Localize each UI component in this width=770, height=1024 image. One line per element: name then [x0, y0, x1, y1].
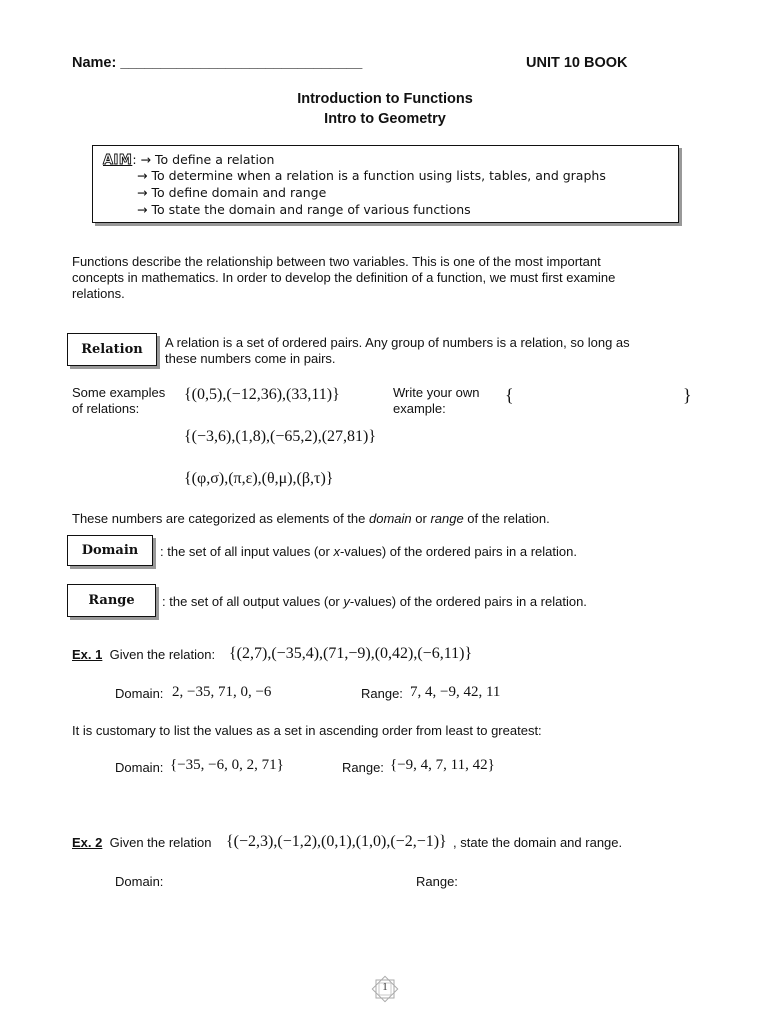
relation-example-3: {(φ,σ),(π,ε),(θ,μ),(β,τ)}: [184, 470, 334, 487]
example-2-instruction: , state the domain and range.: [453, 835, 623, 850]
example-2-range-answer-area[interactable]: [466, 872, 666, 892]
unit-label: UNIT 10 BOOK: [526, 55, 628, 71]
example-1-domain-label: Domain:: [115, 686, 164, 701]
intro-line-2: concepts in mathematics. In order to develop the definition of a function, we must first examine: [72, 270, 616, 285]
example-1-sorted-domain-label: Domain:: [115, 760, 164, 775]
arrow-icon: →: [137, 185, 148, 200]
arrow-icon: →: [137, 202, 148, 217]
intro-line-3: relations.: [72, 286, 125, 301]
aim-item-4: → To state the domain and range of various functions: [137, 202, 471, 217]
write-own-brace-close: }: [683, 385, 692, 405]
example-1-range-label: Range:: [361, 686, 403, 701]
example-1-relation: {(2,7),(−35,4),(71,−9),(0,42),(−6,11)}: [229, 645, 473, 662]
name-field-label: Name: ______________________________: [72, 55, 363, 71]
examples-label-1: Some examples: [72, 385, 166, 400]
example-1-label: Ex. 1: [72, 647, 103, 662]
example-2-domain-answer-area[interactable]: [172, 872, 372, 892]
range-definition: : the set of all output values (or y-values) of the ordered pairs in a relation.: [162, 594, 587, 609]
example-1-sorted-range: {−9, 4, 7, 11, 42}: [390, 757, 495, 773]
arrow-icon: →: [137, 168, 148, 183]
aim-box: [92, 145, 679, 223]
example-2-relation: {(−2,3),(−1,2),(0,1),(1,0),(−2,−1)}: [226, 833, 447, 850]
aim-label: AIM: [103, 153, 133, 168]
example-1-range-value: 7, 4, −9, 42, 11: [410, 684, 501, 700]
range-term-box: Range: [67, 584, 156, 617]
example-1-sorted-domain: {−35, −6, 0, 2, 71}: [170, 757, 284, 773]
aim-item-2: → To determine when a relation is a function using lists, tables, and graphs: [137, 168, 606, 183]
customary-text: It is customary to list the values as a set in ascending order from least to greatest:: [72, 723, 542, 738]
write-own-answer-area[interactable]: [522, 388, 680, 408]
examples-label-2: of relations:: [72, 401, 140, 416]
relation-definition-line-1: A relation is a set of ordered pairs. Any group of numbers is a relation, so long as: [165, 335, 630, 350]
example-1-domain-value: 2, −35, 71, 0, −6: [172, 684, 272, 700]
categorized-text: These numbers are categorized as elements of the domain or range of the relation.: [72, 511, 550, 526]
example-2-label: Ex. 2: [72, 835, 103, 850]
relation-term-box: Relation: [67, 333, 157, 366]
page-number: 1: [382, 981, 388, 993]
example-2-domain-label: Domain:: [115, 874, 164, 889]
page-subtitle: Intro to Geometry: [324, 111, 446, 127]
example-2-range-label: Range:: [416, 874, 458, 889]
relation-example-1: {(0,5),(−12,36),(33,11)}: [184, 386, 340, 403]
write-own-brace-open: {: [505, 385, 514, 405]
example-1-sorted-range-label: Range:: [342, 760, 384, 775]
write-own-label-2: example:: [393, 401, 446, 416]
aim-item-1: AIM: → To define a relation: [103, 152, 275, 168]
domain-definition: : the set of all input values (or x-values) of the ordered pairs in a relation.: [160, 544, 577, 559]
example-1-intro: Ex. 1 Given the relation:: [72, 647, 216, 662]
domain-term-box: Domain: [67, 535, 153, 566]
aim-item-3: → To define domain and range: [137, 185, 327, 200]
example-2-intro: Ex. 2 Given the relation: [72, 835, 212, 850]
relation-definition-line-2: these numbers come in pairs.: [165, 351, 336, 366]
intro-line-1: Functions describe the relationship between two variables. This is one of the most important: [72, 254, 601, 269]
page-title: Introduction to Functions: [297, 91, 473, 107]
arrow-icon: →: [140, 152, 152, 167]
write-own-label-1: Write your own: [393, 385, 480, 400]
relation-example-2: {(−3,6),(1,8),(−65,2),(27,81)}: [184, 428, 377, 445]
page-number-badge: [368, 972, 402, 1006]
